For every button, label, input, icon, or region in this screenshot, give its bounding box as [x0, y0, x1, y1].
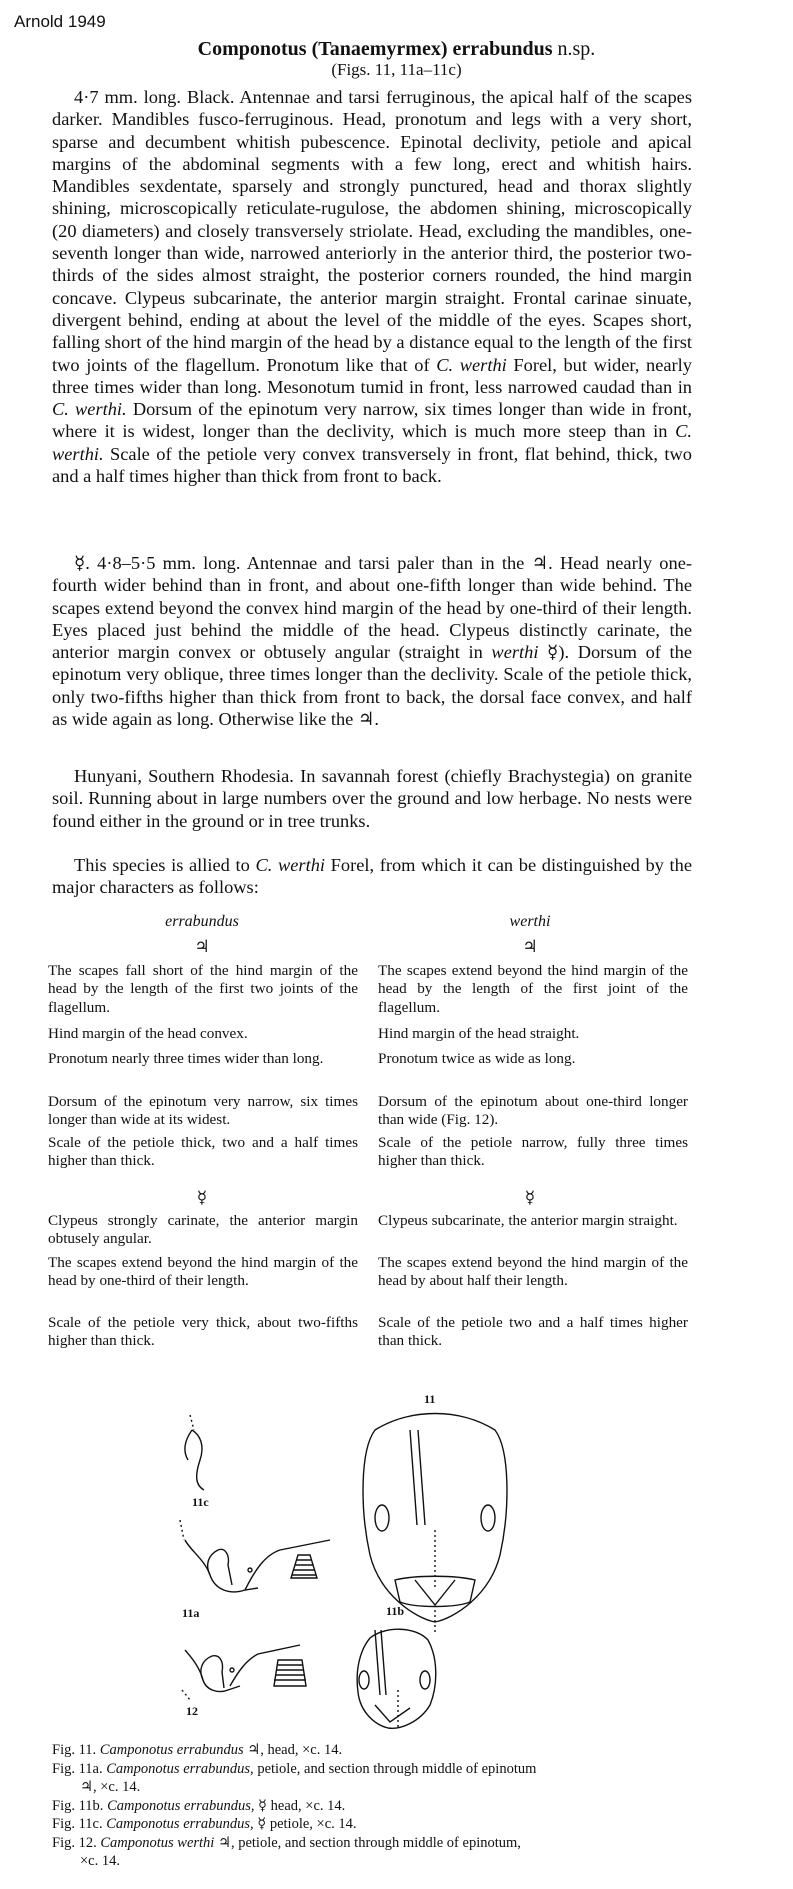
caption-italic: Camponotus errabundus,	[106, 1760, 254, 1777]
caption-prefix: Fig. 11.	[52, 1742, 100, 1758]
comparison-cell: Scale of the petiole thick, two and a half times higher than thick.	[48, 1134, 358, 1170]
caption-italic: Camponotus errabundus,	[106, 1816, 254, 1832]
caption-prefix: Fig. 12.	[52, 1834, 101, 1851]
comparison-cell: Scale of the petiole two and a half times higher than thick.	[378, 1314, 688, 1350]
column-head-werthi: werthi	[509, 913, 551, 930]
caption-italic: Camponotus errabundus	[99, 1742, 244, 1758]
locality-paragraph: Hunyani, Southern Rhodesia. In savannah forest (chiefly Brachystegia) on granite soil. Running about in large numbers over the ground and low herbage. No nests were found either in the ground or in tree trunks.	[52, 766, 692, 831]
caption-fig-12	[52, 1835, 712, 1853]
caption-fig-11c	[52, 1816, 712, 1834]
text-run: Dorsum of the epinotum very narrow, six times longer than wide in front, where it is widest, longer than the declivity, which is much more steep than in	[52, 399, 693, 442]
italic-run: werthi	[491, 642, 539, 663]
text-run: ☿. 4·8–5·5 mm. long. Antennae and tarsi paler than in the ♃. Head nearly one-fourth wider behind than in front, and about one-fifth longer than wide behind. The scapes extend beyond the convex hind margin of the head by one-third of their length. Eyes placed just behind the middle of the head. Clypeus distinctly carinate, the anterior margin convex or obtusely angular (straight in	[52, 553, 692, 663]
comparison-cell: Hind margin of the head straight.	[378, 1025, 580, 1042]
fig-11-head-drawing	[363, 1414, 507, 1636]
caption-text: ☿ petiole, ×c. 14.	[253, 1816, 357, 1832]
fig-11c-petiole-drawing	[185, 1415, 204, 1490]
worker-symbol-right: ☿	[524, 1188, 536, 1207]
text-run: Scale of the petiole very convex transversely in front, flat behind, thick, two and a half times higher than thick from front to back.	[52, 443, 692, 487]
italic-run: C. werthi	[436, 354, 507, 375]
comparison-cell: Pronotum nearly three times wider than long.	[48, 1050, 324, 1067]
caption-text: ♃, petiole, and section through middle of epinotum,	[214, 1834, 521, 1851]
major-symbol-left: ♃	[194, 937, 210, 956]
caption-fig-11a-continued: ♃, ×c. 14.	[80, 1779, 141, 1795]
caption-italic: Camponotus errabundus,	[107, 1797, 255, 1814]
text-run: 4·7 mm. long. Black. Antennae and tarsi ferruginous, the apical half of the scapes darker. Mandibles fusco-ferruginous. Head, pronotum and legs with a very short, sparse and decumbent whitish pubescence. Epinotal declivity, petiole and apical margins of the abdominal segments with a few long, erect and whitish hairs. Mandibles sexdentate, sparsely and strongly punctured, head and thorax slightly shining, microscopically reticulate-rugulose, the abdomen shining, microscopically (20 diameters) and closely transversely striolate. Head, excluding the mandibles, one-seventh longer than wide, narrowed anteriorly in the anterior third, the posterior two-thirds of the sides almost straight, the posterior corners rounded, the hind margin concave. Clypeus subcarinate, the anterior margin straight. Frontal carinae sinuate, divergent behind, ending at about the level of the middle of the eyes. Scapes short, falling short of the hind margin of the head by a distance equal to the length of the first two joints of the flagellum. Pronotum like that of	[52, 87, 692, 375]
text-run: ☿). Dorsum of the epinotum very oblique, three times longer than the declivity. Scale of the petiole thick, only two-fifths higher than thick from front to back, the dorsal face convex, and half as wide again as long. Otherwise like the ♃.	[52, 642, 692, 730]
caption-fig-11b	[52, 1798, 712, 1816]
major-symbol-right: ♃	[522, 937, 538, 956]
caption-italic: Camponotus werthi	[100, 1834, 215, 1851]
label-fig-11c: 11c	[192, 1495, 209, 1509]
column-head-errabundus: errabundus	[165, 913, 239, 930]
running-head: Arnold 1949	[14, 12, 106, 31]
caption-fig-12-continued: ×c. 14.	[80, 1853, 120, 1869]
comparison-intro	[52, 854, 692, 899]
comparison-cell: Clypeus strongly carinate, the anterior margin obtusely angular.	[48, 1212, 358, 1248]
caption-fig-11a	[52, 1761, 712, 1779]
comparison-cell: The scapes extend beyond the hind margin of the head by about half their length.	[378, 1254, 688, 1290]
text-run: This species is allied to	[74, 855, 256, 875]
caption-prefix: Fig. 11b.	[52, 1797, 108, 1814]
comparison-cell: Scale of the petiole narrow, fully three times higher than thick.	[378, 1134, 688, 1170]
comparison-cell: Pronotum twice as wide as long.	[378, 1050, 576, 1067]
caption-text: ♃, head, ×c. 14.	[243, 1742, 343, 1758]
caption-fig-11	[52, 1742, 712, 1760]
fig-11a-section-drawing	[291, 1555, 317, 1578]
figure-plate	[170, 1390, 710, 1735]
figure-captions	[52, 1742, 712, 1872]
text-run: Forel, but wider, nearly three times wider than long. Mesonotum tumid in front, less narrowed caudad than in	[52, 354, 692, 397]
fig-12-section-drawing	[274, 1660, 306, 1686]
comparison-cell: Dorsum of the epinotum about one-third longer than wide (Fig. 12).	[378, 1093, 688, 1129]
ant-drawings	[170, 1390, 710, 1735]
caption-prefix: Fig. 11c.	[52, 1816, 107, 1832]
comparison-cell: The scapes fall short of the hind margin of the head by the length of the first two joints of the flagellum.	[48, 962, 358, 1016]
comparison-cell: The scapes extend beyond the hind margin of the head by the length of the first joint of the flagellum.	[378, 962, 688, 1016]
fig-11b-head-drawing	[357, 1629, 436, 1730]
label-fig-12: 12	[186, 1704, 198, 1718]
major-description	[52, 86, 692, 487]
comparison-cell: Dorsum of the epinotum very narrow, six times longer than wide at its widest.	[48, 1093, 358, 1129]
species-title	[0, 38, 793, 61]
worker-description	[52, 552, 692, 730]
comparison-cell: Hind margin of the head convex.	[48, 1025, 248, 1042]
caption-text: petiole, and section through middle of epinotum	[253, 1760, 537, 1777]
fig-12-petiole-drawing	[182, 1645, 300, 1700]
caption-prefix: Fig. 11a.	[52, 1760, 107, 1777]
italic-run: C. werthi	[255, 855, 325, 875]
label-fig-11a: 11a	[182, 1606, 200, 1620]
figure-reference: (Figs. 11, 11a–11c)	[331, 60, 462, 79]
comparison-cell: Scale of the petiole very thick, about two-fifths higher than thick.	[48, 1314, 358, 1350]
label-fig-11b: 11b	[386, 1604, 405, 1618]
species-name: Componotus (Tanaemyrmex) errabundus	[197, 38, 553, 60]
comparison-cell: The scapes extend beyond the hind margin of the head by one-third of their length.	[48, 1254, 358, 1290]
text-run: Forel, from which it can be distinguished by the major characters as follows:	[52, 855, 692, 898]
fig-11a-petiole-drawing	[180, 1520, 330, 1592]
worker-symbol-left: ☿	[196, 1188, 208, 1207]
comparison-cell: Clypeus subcarinate, the anterior margin straight.	[378, 1212, 678, 1229]
italic-run: C. werthi.	[52, 399, 127, 420]
italic-run: C. werthi.	[52, 421, 692, 464]
caption-text: ☿ head, ×c. 14.	[254, 1797, 346, 1814]
label-fig-11: 11	[424, 1392, 436, 1406]
new-species-tag: n.sp.	[557, 38, 596, 60]
